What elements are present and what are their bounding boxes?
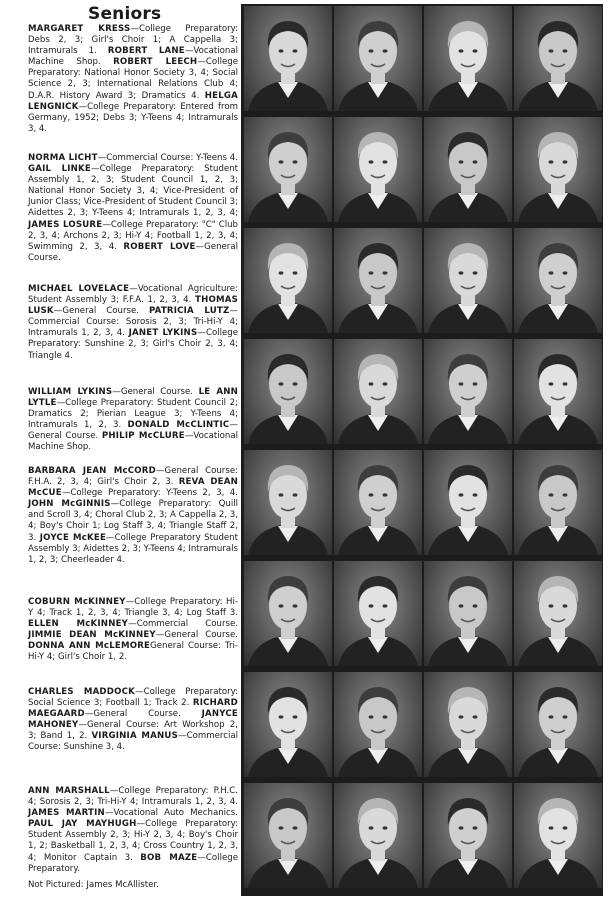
senior-portrait	[244, 450, 332, 555]
student-activities: —Commercial Course: Sorosis 2, 3; Tri-Hi-Y 4; Intramurals 1, 2, 3, 4.	[28, 306, 238, 339]
student-name: PATRICIA LUTZ	[148, 306, 230, 317]
senior-entry	[28, 687, 238, 754]
senior-portrait	[244, 6, 332, 111]
senior-entry	[28, 786, 238, 875]
senior-entry	[28, 466, 238, 566]
senior-portrait	[244, 783, 332, 888]
senior-entry	[28, 284, 238, 362]
senior-portrait	[424, 450, 512, 555]
senior-portrait	[244, 561, 332, 666]
student-name: ROBERT LEECH	[113, 57, 198, 68]
student-name: JANYCE MAHONEY	[28, 709, 238, 731]
student-activities: —Commercial Course: Sunshine 3, 4.	[28, 731, 238, 753]
student-activities: —College Preparatory: P.H.C. 4; Sorosis 2, 3; Tri-Hi-Y 4; Intramurals 1, 2, 3, 4.	[28, 786, 238, 808]
senior-portrait	[334, 117, 422, 222]
student-name: PAUL JAY MAYHUGH	[28, 819, 137, 830]
senior-entry	[28, 597, 238, 664]
student-activities: —Commercial Course: Y-Teens 4.	[97, 153, 238, 163]
senior-portrait	[514, 450, 602, 555]
senior-portrait	[424, 672, 512, 777]
student-name: DONNA ANN McLEMORE	[28, 641, 151, 652]
senior-portrait	[424, 339, 512, 444]
student-activities: —Vocational Auto Mechanics.	[104, 808, 238, 819]
senior-portrait	[244, 117, 332, 222]
student-name: CHARLES MADDOCK	[28, 687, 135, 697]
not-pictured-note: Not Pictured: James McAllister.	[28, 880, 159, 890]
text-column	[28, 4, 239, 890]
student-activities: —General Course.	[155, 630, 238, 641]
senior-portrait	[424, 228, 512, 333]
senior-portrait	[514, 561, 602, 666]
student-name: JANET LYKINS	[128, 328, 198, 339]
student-activities: —College Preparatory: "C" Club 2, 3, 4; Archons 2, 3; Hi-Y 4; Football 1, 2, 3, 4; Swimming 2, 3, 4.	[28, 219, 239, 252]
student-name: JAMES LOSURE	[28, 219, 103, 230]
senior-portrait	[514, 783, 602, 888]
senior-portrait	[514, 672, 602, 777]
student-activities: —College Preparatory: Sunshine 2, 3; Girl's Choir 2, 3, 4; Triangle 4.	[28, 328, 239, 361]
student-name: JOHN McGINNIS	[28, 499, 111, 510]
student-activities: —General Course.	[53, 306, 149, 317]
senior-portrait	[244, 339, 332, 444]
student-activities: —College Preparatory: National Honor Society 3, 4; Social Science 2, 3; International Relations Club 4; D.A.R. History Award 3; Dramatics 4.	[28, 57, 238, 101]
student-name: JAMES MARTIN	[28, 808, 105, 819]
student-name: DONALD McCLINTIC	[127, 420, 230, 431]
student-name: BOB MAZE	[140, 852, 198, 863]
student-name: RICHARD MAEGAARD	[28, 698, 238, 720]
student-activities: —College Preparatory: Social Science 3; Football 1; Track 2.	[28, 687, 238, 709]
student-name: ROBERT LANE	[107, 46, 185, 57]
student-name: MICHAEL LOVELACE	[28, 284, 130, 294]
student-activities: —College Preparatory Student Assembly 3; Aidettes 2, 3; Y-Teens 4; Intramurals 1, 2, 3; Cheerleader 4.	[28, 532, 238, 565]
student-activities: —College Preparatory: Quill and Scroll 3, 4; Choral Club 2, 3; A Cappella 2, 3, 4; Boy's Choir 1; Log Staff 3, 4; Triangle Staff 2, 3.	[28, 499, 238, 543]
senior-portrait	[244, 228, 332, 333]
senior-portrait	[424, 117, 512, 222]
senior-portrait	[334, 672, 422, 777]
student-name: GAIL LINKE	[28, 164, 91, 175]
student-activities: —General Course: Art Workshop 2, 3; Band 1, 2.	[28, 720, 238, 742]
senior-portrait	[424, 561, 512, 666]
student-name: VIRGINIA MANUS	[91, 731, 178, 742]
student-activities: —College Preparatory: Debs 2, 3; Girl's Choir 1; A Cappella 3; Intramurals 1.	[28, 24, 238, 57]
page-title: Seniors	[88, 4, 162, 24]
student-name: JIMMIE DEAN McKINNEY	[28, 630, 156, 641]
senior-portrait	[244, 672, 332, 777]
student-activities: —Vocational Machine Shop.	[28, 431, 238, 453]
senior-entry	[28, 153, 238, 264]
senior-portrait	[334, 228, 422, 333]
student-name: PHILIP McCLURE	[101, 431, 185, 442]
student-activities: —General Course: F.H.A. 2, 3, 4; Girl's Choir 2, 3.	[28, 466, 238, 488]
student-activities: —College Preparatory: Y-Teens 2, 3, 4.	[61, 488, 238, 499]
senior-portrait	[334, 6, 422, 111]
senior-portrait	[334, 783, 422, 888]
student-activities: —General Course.	[112, 387, 199, 397]
student-activities: —College Preparatory: Student Assembly 1, 2, 3; Student Council 1, 2, 3; National Honor Society 3, 4; Vice-President of Junior Class; Vice-President of Student Council 3; Aidettes 2, 3; Y-Teens 4; Intramurals 1, 2, 3, 4;	[28, 164, 239, 219]
senior-portrait	[514, 228, 602, 333]
student-activities: —Vocational Agriculture: Student Assembly 3; F.F.A. 1, 2, 3, 4.	[28, 284, 238, 306]
senior-portrait	[334, 450, 422, 555]
student-name: COBURN McKINNEY	[28, 597, 126, 607]
student-name: MARGARET KRESS	[28, 24, 131, 34]
student-activities: —College Preparatory: Student Council 2; Dramatics 2; Pierian League 3; Y-Teens 4; Intramurals 1, 2, 3.	[28, 398, 238, 431]
student-name: HELGA LENGNICK	[28, 90, 238, 112]
student-name: ROBERT LOVE	[123, 241, 196, 252]
senior-portrait	[334, 339, 422, 444]
student-name: LE ANN LYTLE	[28, 387, 238, 409]
senior-portrait	[514, 339, 602, 444]
student-name: NORMA LICHT	[28, 153, 98, 163]
student-activities: —General Course.	[28, 241, 238, 263]
senior-portrait	[514, 6, 602, 111]
student-name: ANN MARSHALL	[28, 786, 110, 796]
senior-entry	[28, 24, 238, 135]
student-activities: —General Course.	[28, 420, 238, 442]
student-activities: —College Preparatory: Entered from Germany, 1952; Debs 3; Y-Teens 4; Intramurals 3, 4.	[28, 101, 238, 134]
student-activities: —Commercial Course.	[128, 619, 238, 630]
senior-portrait	[424, 6, 512, 111]
student-activities: —College Preparatory.	[28, 852, 238, 874]
student-activities: General Course: Tri-Hi-Y 4; Girl's Choir 1, 2.	[28, 641, 238, 663]
senior-portrait	[424, 783, 512, 888]
senior-portrait	[514, 117, 602, 222]
student-name: THOMAS LUSK	[28, 295, 238, 317]
student-name: REVA DEAN McCUE	[28, 477, 238, 499]
student-name: JOYCE McKEE	[39, 532, 107, 543]
student-activities: —Vocational Machine Shop.	[28, 46, 238, 68]
student-activities: —General Course.	[84, 709, 202, 720]
student-name: ELLEN McKINNEY	[28, 619, 129, 630]
student-name: BARBARA JEAN McCORD	[28, 466, 156, 476]
senior-entry	[28, 387, 238, 454]
student-name: WILLIAM LYKINS	[28, 387, 113, 397]
student-activities: —College Preparatory: Student Assembly 2, 3; Hi-Y 2, 3, 4; Boy's Choir 1, 2; Basketball 1, 2, 3, 4; Cross Country 1, 2, 3, 4; Monitor Captain 3.	[28, 819, 238, 863]
senior-portrait	[334, 561, 422, 666]
student-activities: —College Preparatory: Hi-Y 4; Track 1, 2, 3, 4; Triangle 3, 4; Log Staff 3.	[28, 597, 238, 619]
portrait-grid	[241, 4, 603, 896]
